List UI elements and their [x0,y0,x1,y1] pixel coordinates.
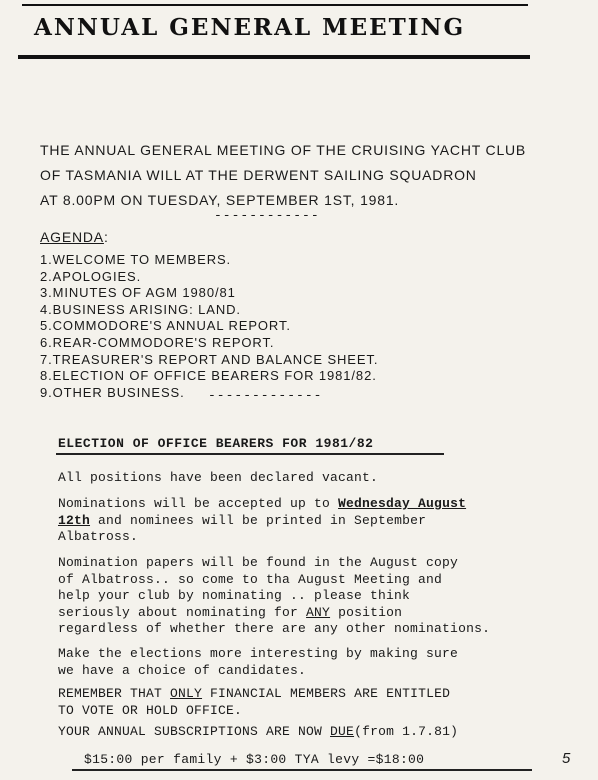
subscriptions-pre: YOUR ANNUAL SUBSCRIPTIONS ARE NOW [58,724,331,739]
title-top-rule [22,4,528,6]
interesting-line-2: we have a choice of candidates. [58,662,307,678]
agenda-item: 9.OTHER BUSINESS. [40,384,185,400]
election-heading: ELECTION OF OFFICE BEARERS FOR 1981/82 [58,436,374,451]
agenda-item: 1.WELCOME TO MEMBERS. [40,252,232,267]
agenda-item: 8.ELECTION OF OFFICE BEARERS FOR 1981/82. [40,368,377,384]
deadline-highlight-2: 12th [58,512,91,528]
agenda-dashes: ------------- [208,388,323,403]
papers-line-1: Nomination papers will be found in the August copy [58,555,459,570]
agenda-item: 3.MINUTES OF AGM 1980/81 [40,285,236,301]
notice-line-1: THE ANNUAL GENERAL MEETING OF THE CRUISING YACHT CLUB [40,142,527,158]
papers-line-3: help your club by nominating .. please think [58,588,411,603]
agenda-heading-colon: : [103,229,109,245]
due-emphasis: DUE [330,724,355,739]
agenda-item: 2.APOLOGIES. [40,268,142,284]
eligibility-line-1a: REMEMBER THAT [58,686,171,701]
notice-dashes: ------------ [214,208,320,223]
fees-rule [72,769,532,771]
only-emphasis: ONLY [170,686,203,701]
agenda-item: 7.TREASURER'S REPORT AND BALANCE SHEET. [40,351,379,367]
nominations-line-2: and nominees will be printed in September [90,512,427,528]
any-emphasis: ANY [306,604,331,620]
meeting-notice [40,138,526,213]
agenda-heading [40,229,109,245]
interesting-line-1: Make the elections more interesting by making sure [58,646,459,661]
notice-line-3: AT 8.00PM ON TUESDAY, SEPTEMBER 1ST, 1981. [40,192,400,208]
agenda-item: 4.BUSINESS ARISING: LAND. [40,301,241,317]
eligibility-line-1b: FINANCIAL MEMBERS ARE ENTITLED [202,686,451,701]
nomination-papers-paragraph [58,555,490,638]
vacancy-paragraph [58,470,378,487]
eligibility-line-2: TO VOTE OR HOLD OFFICE. [58,702,243,718]
notice-line-2: OF TASMANIA WILL AT THE DERWENT SAILING SQUADRON [40,167,477,183]
vacancy-line: All positions have been declared vacant. [58,470,379,485]
papers-line-4a: seriously about nominating for [58,604,307,620]
fees-line: $15:00 per family + $3:00 TYA levy =$18:00 [84,752,425,767]
nominations-line-3: Albatross. [58,529,139,544]
eligibility-paragraph [58,686,450,719]
page-number: 5 [562,750,571,767]
nominations-paragraph [58,496,466,546]
title-bottom-rule [18,55,530,59]
agenda-list [40,252,378,401]
subscriptions-paragraph [58,724,458,741]
election-heading-rule [56,453,444,455]
papers-line-2: of Albatross.. so come to tha August Meeting and [58,571,443,587]
papers-line-4b: position [330,604,403,620]
subscriptions-post: (from 1.7.81) [354,724,459,739]
papers-line-5: regardless of whether there are any other nominations. [58,621,491,636]
interesting-paragraph [58,646,458,679]
agenda-item: 6.REAR-COMMODORE'S REPORT. [40,334,275,350]
agenda-item: 5.COMMODORE'S ANNUAL REPORT. [40,318,291,334]
page-title: ANNUAL GENERAL MEETING [34,14,466,41]
agenda-heading-text: AGENDA [40,229,104,245]
nominations-line-1a: Nominations will be accepted up to [58,496,339,511]
deadline-highlight-1: Wednesday August [338,496,467,511]
